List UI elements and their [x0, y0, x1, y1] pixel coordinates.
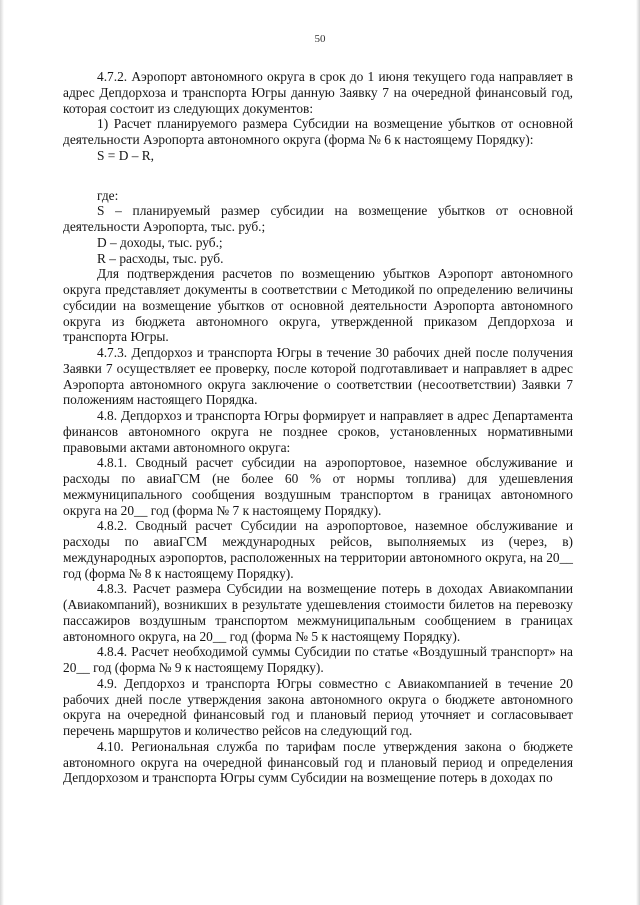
paragraph-def-r: R – расходы, тыс. руб. [97, 250, 224, 266]
page-edge-right [636, 0, 640, 905]
paragraph-4-8-1: 4.8.1. Сводный расчет субсидии на аэропортовое, наземное обслуживание и расходы по авиаГСМ (не более 60 % от нормы топлива) для удешевления межмуниципального сообщения воздушным транспортом в границах автономного округа на 20__ год (форма № 7 к настоящему Порядку). [63, 455, 573, 518]
paragraph-4-7-2: 4.7.2. Аэропорт автономного округа в срок до 1 июня текущего года направляет в адрес Депдорхоза и транспорта Югры данную Заявку 7 на очередной финансовый год, которая состоит из следующих документов: [63, 69, 573, 116]
paragraph-4-8: 4.8. Депдорхоз и транспорта Югры формирует и направляет в адрес Департамента финансов автономного округа не позднее сроков, установленных нормативными правовыми актами автономного округа: [63, 408, 573, 455]
document-body [63, 69, 573, 786]
paragraph-where: где: [97, 187, 119, 203]
paragraph-4-10: 4.10. Региональная служба по тарифам после утверждения закона о бюджете автономного округа на очередной финансовый год и плановый период и определения Депдорхозом и транспорта Югры сумм Субсидии на возмещение потерь в доходах по [63, 738, 573, 786]
paragraph-4-9: 4.9. Депдорхоз и транспорта Югры совместно с Авиакомпанией в течение 20 рабочих дней после утверждения закона автономного округа о бюджете автономного округа на очередной финансовый год и плановый период уточняет и согласовывает перечень маршрутов и количество рейсов на следующий год. [63, 675, 573, 738]
paragraph-4-7-3: 4.7.3. Депдорхоз и транспорта Югры в течение 30 рабочих дней после получения Заявки 7 осуществляет ее проверку, после которой подготавливает и направляет в адрес Аэропорта автономного округа заключение о соответствии (несоответствии) Заявки 7 положениям настоящего Порядка. [63, 345, 573, 408]
page-edge-left [0, 0, 4, 905]
paragraph-confirmation: Для подтверждения расчетов по возмещению убытков Аэропорт автономного округа представляет документы в соответствии с Методикой по определению величины субсидии на возмещение убытков от основной деятельности Аэропорта автономного округа из бюджета автономного округа, утвержденной приказом Депдорхоза и транспорта Югры. [63, 266, 573, 345]
paragraph-4-8-4: 4.8.4. Расчет необходимой суммы Субсидии по статье «Воздушный транспорт» на 20__ год (форма № 9 к настоящему Порядку). [63, 644, 573, 675]
page-number: 50 [314, 33, 326, 45]
formula: S = D – R, [97, 147, 155, 163]
paragraph-def-d: D – доходы, тыс. руб.; [97, 234, 223, 250]
paragraph-item-1: 1) Расчет планируемого размера Субсидии на возмещение убытков от основной деятельности Аэропорта автономного округа (форма № 6 к настоящему Порядку): [63, 116, 573, 147]
paragraph-def-s: S – планируемый размер субсидии на возмещение убытков от основной деятельности Аэропорта, тыс. руб.; [63, 203, 573, 234]
paragraph-4-8-2: 4.8.2. Сводный расчет Субсидии на аэропортовое, наземное обслуживание и расходы по авиаГСМ международных рейсов, выполняемых из (через, в) международных аэропортов, расположенных на территории автономного округа, на 20__ год (форма № 8 к настоящему Порядку). [63, 518, 573, 581]
paragraph-4-8-3: 4.8.3. Расчет размера Субсидии на возмещение потерь в доходах Авиакомпании (Авиакомпаний), возникших в результате удешевления стоимости билетов на перевозку пассажиров воздушным транспортом межмуниципальным сообщением в границах автономного округа, на 20__ год (форма № 5 к настоящему Порядку). [63, 581, 573, 644]
